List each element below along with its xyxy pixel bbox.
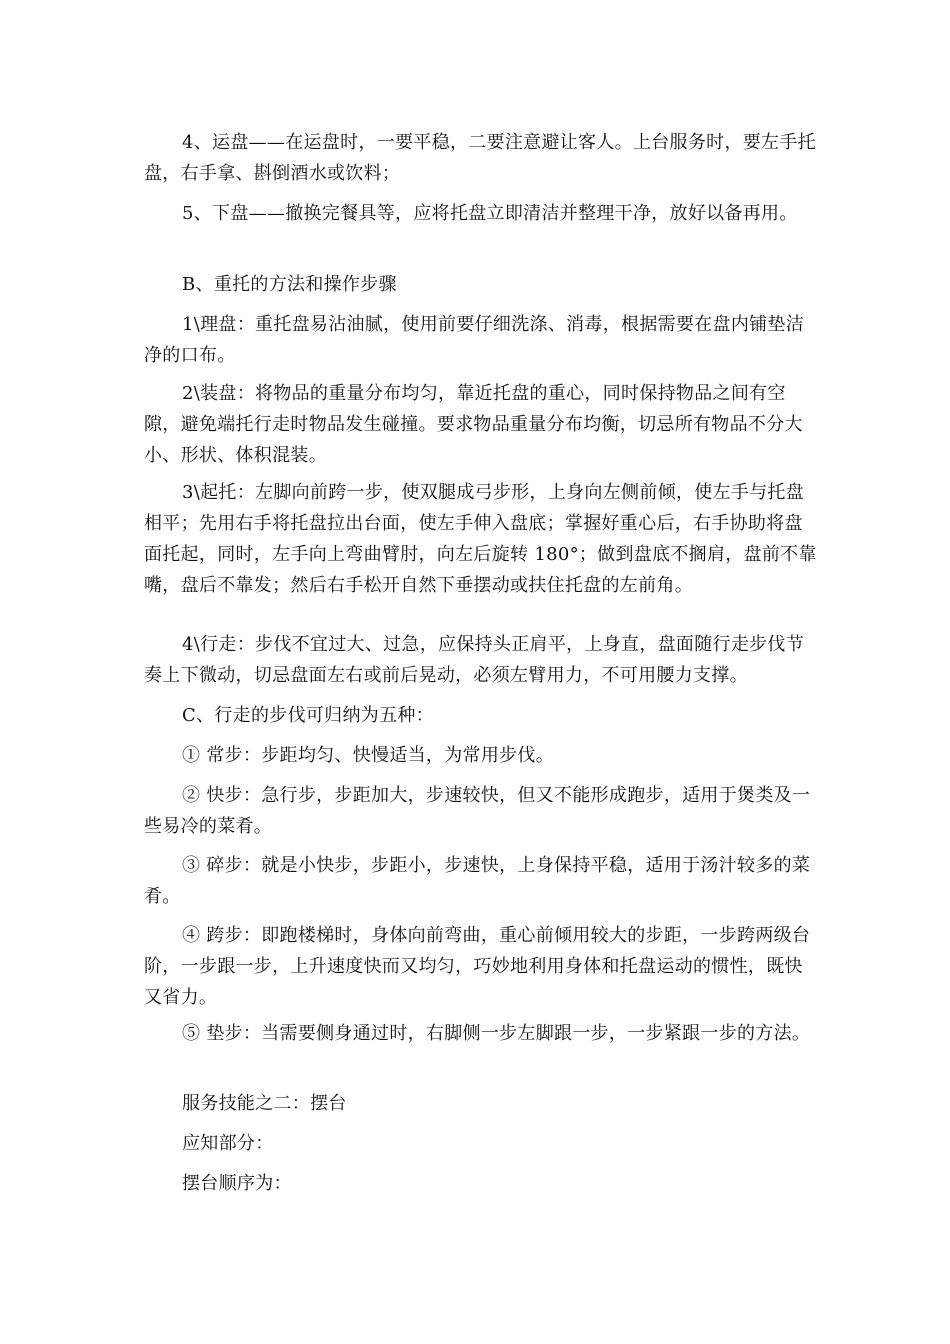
list-item-quick-step: ② 快步：急行步，步距加大，步速较快，但又不能形成跑步，适用于煲类及一些易冷的菜肴。 <box>144 785 811 837</box>
list-item-normal-step: ① 常步：步距均匀、快慢适当，为常用步伐。 <box>182 745 555 766</box>
list-item-side-step: ⑤ 垫步：当需要侧身通过时，右脚侧一步左脚跟一步，一步紧跟一步的方法。 <box>182 1023 811 1044</box>
section-heading-heavy-tray: B、重托的方法和操作步骤 <box>182 274 397 295</box>
paragraph-load-tray: 2\装盘：将物品的重量分布均匀，靠近托盘的重心，同时保持物品之间有空隙，避免端托行走时物品发生碰撞。要求物品重量分布均衡，切忌所有物品不分大小、形状、体积混装。 <box>144 383 803 466</box>
paragraph-arrange-tray: 1\理盘：重托盘易沾油腻，使用前要仔细洗涤、消毒，根据需要在盘内铺垫洁净的口布。 <box>144 314 805 366</box>
paragraph-transport-tray: 4、运盘——在运盘时，一要平稳，二要注意避让客人。上台服务时，要左手托盘，右手拿、斟倒酒水或饮料； <box>144 132 816 184</box>
paragraph-unload-tray: 5、下盘——撤换完餐具等，应将托盘立即清洁并整理干净，放好以备再用。 <box>182 203 798 224</box>
paragraph-walking: 4\行走：步伐不宜过大、过急，应保持头正肩平，上身直，盘面随行走步伐节奏上下微动，切忌盘面左右或前后晃动，必须左臂用力，不可用腰力支撑。 <box>144 634 805 686</box>
list-item-stride-step: ④ 跨步：即跑楼梯时，身体向前弯曲，重心前倾用较大的步距，一步跨两级台阶，一步跟一步，上升速度快而又均匀，巧妙地利用身体和托盘运动的惯性，既快又省力。 <box>144 925 811 1008</box>
subheading-setting-order: 摆台顺序为： <box>182 1173 292 1194</box>
list-item-small-step: ③ 碎步：就是小快步，步距小，步速快，上身保持平稳，适用于汤汁较多的菜肴。 <box>144 855 811 907</box>
section-heading-five-steps: C、行走的步伐可归纳为五种： <box>182 705 434 726</box>
section-heading-table-setting: 服务技能之二：摆台 <box>182 1093 347 1114</box>
subheading-should-know: 应知部分： <box>182 1133 274 1154</box>
paragraph-lift-tray: 3\起托：左脚向前跨一步，使双腿成弓步形，上身向左侧前倾，使左手与托盘相平；先用右手将托盘拉出台面，使左手伸入盘底；掌握好重心后，右手协助将盘面托起，同时，左手向上弯曲臂肘，向左后旋转 180°；做到盘底不搁肩，盘前不靠嘴，盘后不靠发；然后右手松开自然下垂摆动或扶住托盘的左前角。 <box>144 482 817 596</box>
